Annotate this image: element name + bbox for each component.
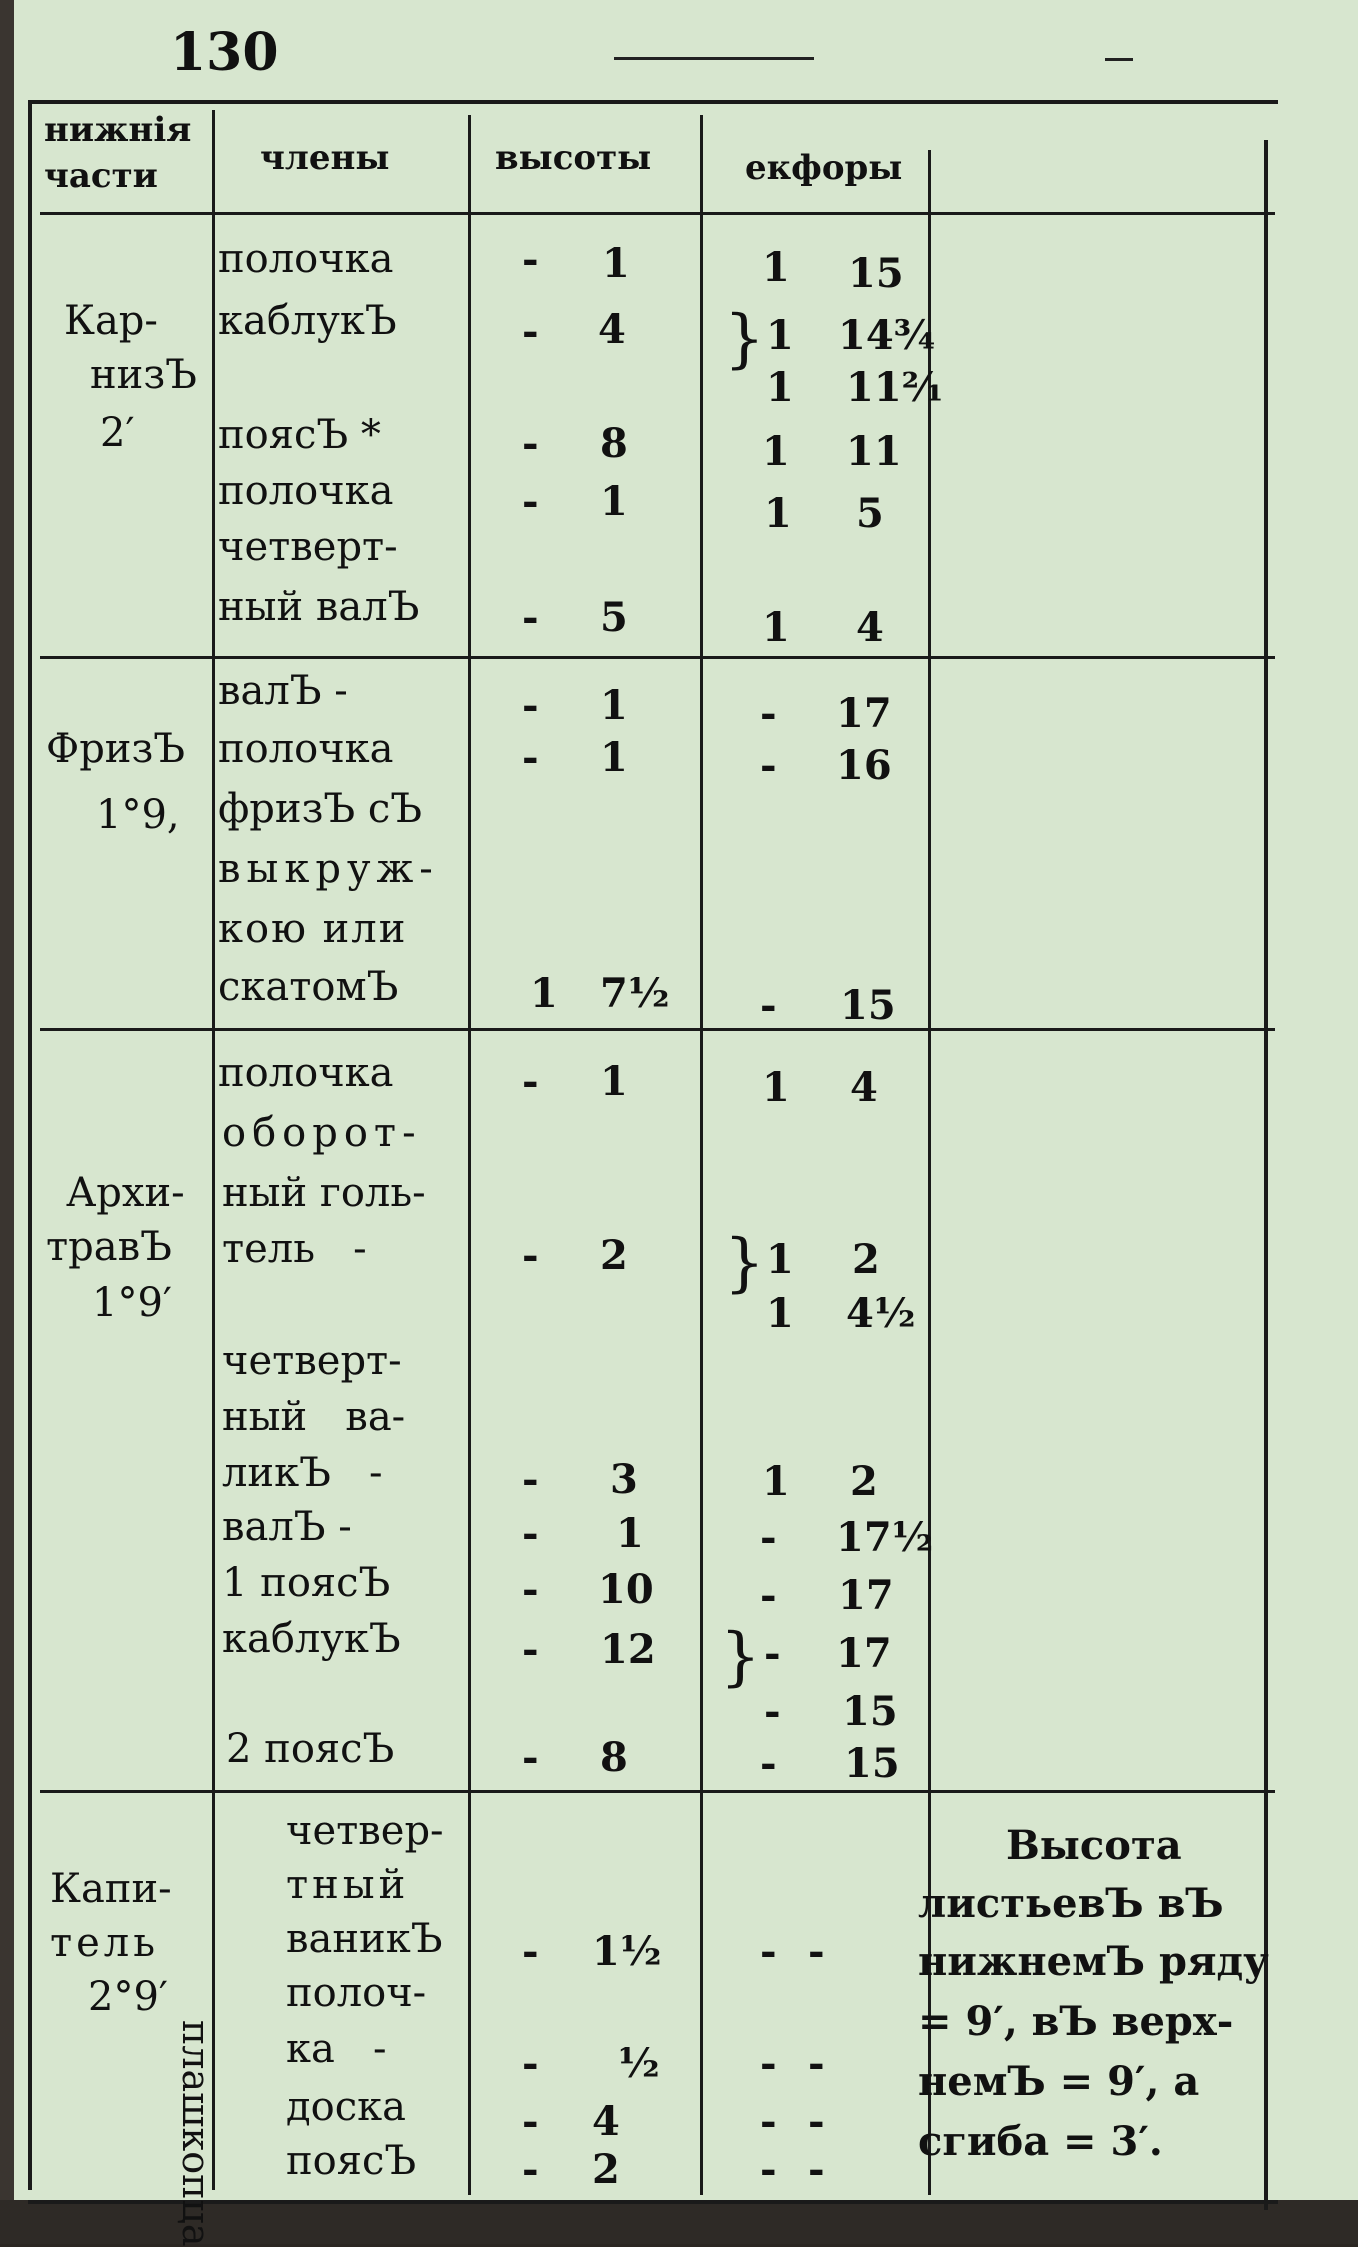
height-prefix-cornice-0: - [522, 236, 539, 283]
proj-b2-architrave-5: 15 [842, 1688, 898, 1735]
proj-a-frieze-1: - [760, 742, 777, 789]
member-frieze-2-line4: скатомЪ [218, 964, 399, 1010]
height-prefix-cornice-1: - [522, 308, 539, 355]
proj-b-cornice-1: 14¾ [838, 312, 936, 359]
section-name-architrave-2: травЪ [46, 1224, 172, 1270]
member-capital-1-line1: полоч- [286, 1970, 427, 2016]
proj-a-capital-1: - [760, 2040, 777, 2087]
member-architrave-1-line3: тель - [222, 1226, 367, 1272]
proj-b-architrave-0: 4 [850, 1064, 878, 1111]
header-parts-line1: нижнія [44, 110, 192, 150]
height-cornice-2: 8 [600, 420, 628, 467]
column-separator-1 [212, 110, 215, 2190]
member-frieze-2-line2: выкруж- [218, 846, 439, 892]
height-frieze-0: 1 [600, 682, 628, 729]
height-prefix-architrave-4: - [522, 1566, 539, 1613]
section-name-capital-1: Капи- [50, 1866, 172, 1912]
proj-a-cornice-2: 1 [762, 428, 790, 475]
proj-a-capital-2: - [760, 2098, 777, 2145]
header-members: члены [260, 138, 390, 178]
section-measure-architrave: 1°9′ [92, 1280, 172, 1326]
height-cornice-0: 1 [602, 240, 630, 287]
proj-b-architrave-4: 17 [838, 1572, 894, 1619]
height-prefix-frieze-2: 1 [530, 970, 558, 1017]
proj-b-capital-1: - [808, 2040, 825, 2087]
height-capital-3: 2 [592, 2146, 620, 2193]
section-name-cornice-2: низЪ [90, 352, 197, 398]
table-left-border [28, 100, 32, 2190]
proj-a-cornice-3: 1 [764, 490, 792, 537]
member-cornice-4-line2: ный валЪ [218, 584, 420, 630]
height-capital-2: 4 [592, 2098, 620, 2145]
proj-b-frieze-2: 15 [840, 982, 896, 1029]
height-prefix-architrave-5: - [522, 1626, 539, 1673]
header-parts-line2: части [44, 156, 158, 196]
height-prefix-architrave-6: - [522, 1734, 539, 1781]
capital-note-line1: Высота [1006, 1822, 1182, 1869]
member-cornice-0: полочка [218, 236, 394, 282]
height-prefix-frieze-1: - [522, 734, 539, 781]
height-architrave-6: 8 [600, 1734, 628, 1781]
proj-a-frieze-2: - [760, 982, 777, 1029]
height-architrave-3: 1 [616, 1510, 644, 1557]
member-capital-1-line2: ка - [286, 2026, 387, 2072]
height-cornice-3: 1 [600, 478, 628, 525]
capital-note-line2: листьевЪ вЪ [918, 1880, 1224, 1927]
height-architrave-4: 10 [598, 1566, 654, 1613]
proj-a-cornice-4: 1 [762, 604, 790, 651]
header-underline [40, 212, 1275, 215]
proj-b-capital-0: - [808, 1928, 825, 1975]
member-cornice-1: каблукЪ [218, 298, 397, 344]
section-name-frieze: ФризЪ [46, 726, 186, 772]
proj-a-architrave-3: - [760, 1514, 777, 1561]
capital-note-line3: нижнемЪ ряду [918, 1938, 1269, 1985]
header-heights: высоты [495, 138, 652, 178]
height-prefix-capital-0: - [522, 1928, 539, 1975]
header-projections: екфоры [745, 148, 903, 188]
page-number: 130 [170, 22, 279, 83]
proj-a-frieze-0: - [760, 690, 777, 737]
member-cornice-3: полочка [218, 468, 394, 514]
proj-a-architrave-0: 1 [762, 1064, 790, 1111]
table-right-border [1264, 140, 1268, 2210]
proj-b-capital-2: - [808, 2098, 825, 2145]
capital-note-line5: немЪ = 9′, а [918, 2058, 1200, 2105]
member-capital-2: доска [286, 2084, 406, 2130]
member-architrave-2-line1: четверт- [222, 1338, 402, 1384]
member-capital-0-line1: четвер- [286, 1808, 444, 1854]
proj-a-architrave-4: - [760, 1572, 777, 1619]
proj-b-cornice-4: 4 [856, 604, 884, 651]
proj-a-architrave-6: - [760, 1740, 777, 1787]
proj-b-architrave-3: 17½ [836, 1514, 934, 1561]
capital-note-line6: сгиба = 3′. [918, 2118, 1163, 2165]
section-name-architrave-1: Архи- [66, 1170, 185, 1216]
section-measure-cornice: 2′ [100, 410, 135, 456]
height-prefix-cornice-4: - [522, 594, 539, 641]
height-prefix-architrave-2: - [522, 1456, 539, 1503]
member-architrave-2-line2: ный ва- [222, 1394, 406, 1440]
proj-b-cornice-0: 15 [848, 250, 904, 297]
proj-b-architrave-2: 2 [850, 1458, 878, 1505]
proj-b2-architrave-1: 4½ [846, 1290, 916, 1337]
height-prefix-architrave-3: - [522, 1510, 539, 1557]
divider-cornice-frieze [40, 656, 1275, 659]
proj-a-architrave-2: 1 [762, 1458, 790, 1505]
header-rule-short [1105, 58, 1133, 61]
height-prefix-capital-2: - [522, 2098, 539, 2145]
member-architrave-6: 2 поясЪ [226, 1726, 395, 1772]
column-separator-3 [700, 115, 703, 2195]
proj-b-capital-3: - [808, 2146, 825, 2193]
proj-a-architrave-1: 1 [766, 1236, 794, 1283]
section-name-capital-2: тель [50, 1920, 159, 1966]
member-architrave-2-line3: ликЪ - [222, 1450, 383, 1496]
brace-architrave-5: } [720, 1620, 761, 1694]
proj-b-frieze-0: 17 [836, 690, 892, 737]
proj-b-architrave-1: 2 [852, 1236, 880, 1283]
proj-a-cornice-1: 1 [766, 312, 794, 359]
member-capital-0-line2: тный [286, 1862, 410, 1908]
height-prefix-architrave-1: - [522, 1232, 539, 1279]
height-architrave-2: 3 [610, 1456, 638, 1503]
section-measure-capital: 2°9′ [88, 1974, 168, 2020]
member-frieze-2-line1: фризЪ сЪ [218, 786, 423, 832]
section-measure-frieze: 1°9, [96, 792, 180, 838]
member-frieze-2-line3: кою или [218, 906, 408, 952]
header-rule [614, 57, 814, 60]
page-edge-shadow [0, 0, 14, 2244]
member-architrave-1-line1: оборот- [222, 1110, 422, 1156]
member-architrave-3: валЪ - [222, 1504, 352, 1550]
proj-b-frieze-1: 16 [836, 742, 892, 789]
divider-architrave-capital [40, 1790, 1275, 1793]
height-capital-0: 1½ [592, 1928, 662, 1975]
proj-b2-cornice-1: 11²⁄₁ [846, 364, 944, 411]
height-prefix-frieze-0: - [522, 682, 539, 729]
height-frieze-2: 7½ [600, 970, 670, 1017]
member-architrave-1-line2: ный голь- [222, 1170, 426, 1216]
proj-b-cornice-3: 5 [856, 490, 884, 537]
proj-b-architrave-5: 17 [836, 1630, 892, 1677]
section-name-cornice-1: Кар- [64, 298, 158, 344]
member-cornice-2: поясЪ * [218, 412, 381, 458]
height-prefix-capital-3: - [522, 2146, 539, 2193]
height-architrave-1: 2 [600, 1232, 628, 1279]
member-capital-0-line3: ваникЪ [286, 1916, 443, 1962]
height-architrave-0: 1 [600, 1058, 628, 1105]
brace-architrave-1: } [724, 1226, 765, 1300]
member-architrave-0: полочка [218, 1050, 394, 1096]
height-prefix-architrave-0: - [522, 1058, 539, 1105]
height-cornice-4: 5 [600, 594, 628, 641]
table-top-border [28, 100, 1278, 104]
proj-b-architrave-6: 15 [844, 1740, 900, 1787]
height-prefix-cornice-3: - [522, 478, 539, 525]
height-prefix-cornice-2: - [522, 420, 539, 467]
proj-a-capital-3: - [760, 2146, 777, 2193]
proj-a-architrave-5: - [764, 1630, 781, 1677]
member-architrave-5: каблукЪ [222, 1616, 401, 1662]
height-frieze-1: 1 [600, 734, 628, 781]
proj-a2-architrave-5: - [764, 1688, 781, 1735]
member-cornice-4-line1: четверт- [218, 524, 398, 570]
column-separator-2 [468, 115, 471, 2195]
divider-frieze-architrave [40, 1028, 1275, 1031]
height-cornice-1: 4 [598, 306, 626, 353]
capital-note-line4: = 9′, вЪ верх- [918, 1998, 1234, 2045]
brace-cornice-1: } [724, 302, 765, 376]
member-architrave-4: 1 поясЪ [222, 1560, 391, 1606]
member-capital-3: поясЪ [286, 2138, 417, 2184]
height-capital-1: ½ [618, 2040, 660, 2087]
proj-a2-cornice-1: 1 [766, 364, 794, 411]
proj-a-cornice-0: 1 [762, 244, 790, 291]
proj-a-capital-0: - [760, 1928, 777, 1975]
height-prefix-capital-1: - [522, 2040, 539, 2087]
member-frieze-0: валЪ - [218, 668, 348, 714]
member-frieze-1: полочка [218, 726, 394, 772]
capital-vertical-label: плашкопца [174, 2020, 218, 2247]
proj-a2-architrave-1: 1 [766, 1290, 794, 1337]
proj-b-cornice-2: 11 [846, 428, 902, 475]
height-architrave-5: 12 [600, 1626, 656, 1673]
